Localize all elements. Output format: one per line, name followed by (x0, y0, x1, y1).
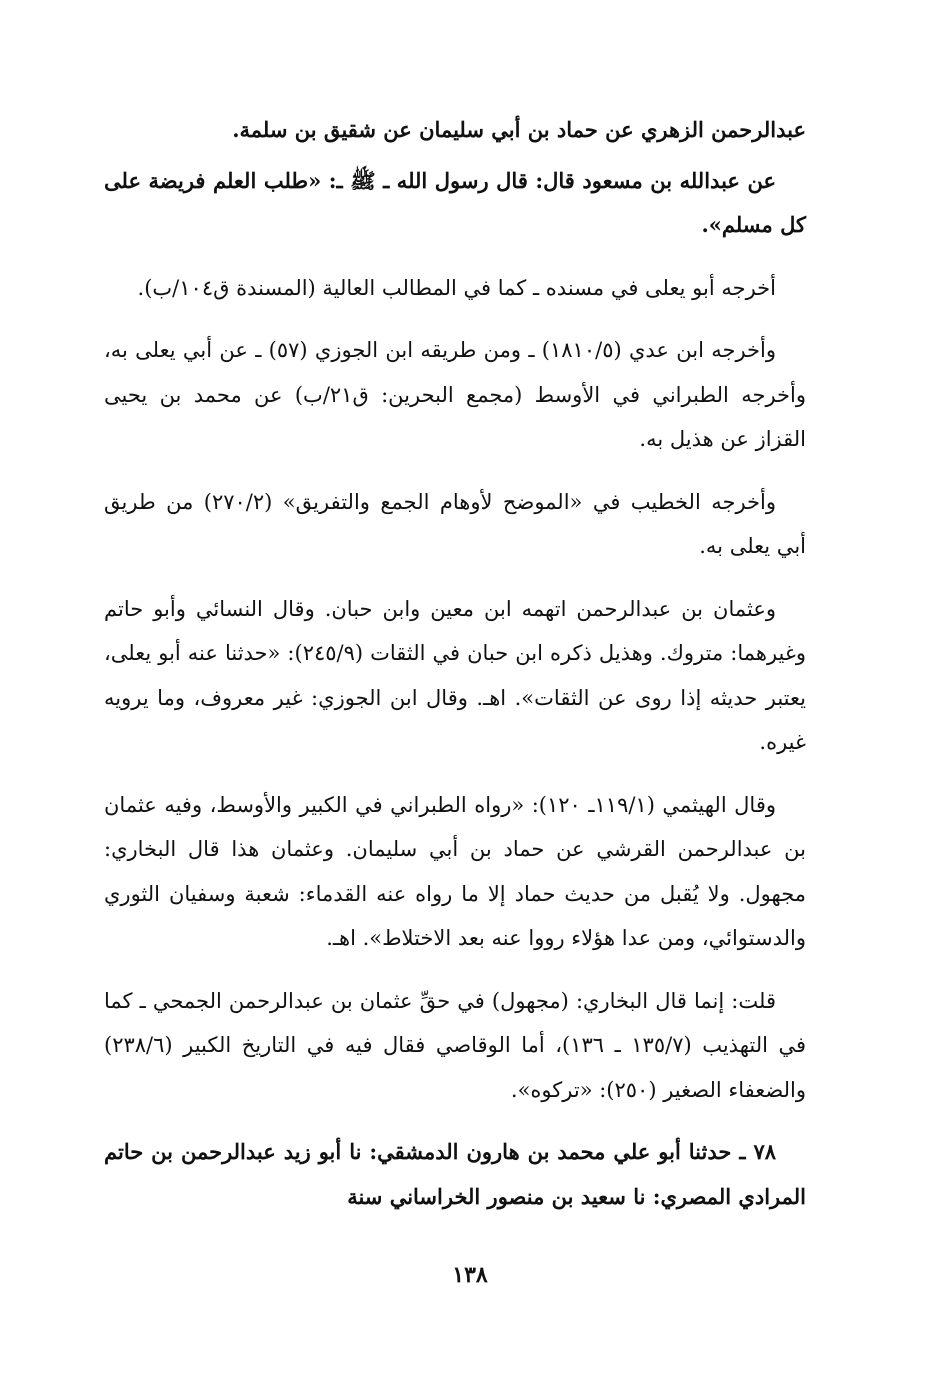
paragraph-chain-continuation: عبدالرحمن الزهري عن حماد بن أبي سليمان عن شقيق بن سلمة. (232, 117, 806, 142)
paragraph-author-comment: قلت: إنما قال البخاري: (مجهول) في حقِّ عثمان بن عبدالرحمن الجمحي ـ كما في التهذيب (١٣٥/٧ ـ ١٣٦)، أما الوقاصي فقال فيه في التاريخ الكبير (٢٣٨/٦) والضعفاء الصغير (٢٥٠): «تركوه». (104, 988, 807, 1102)
paragraph-takhrij-ibn-adi: وأخرجه ابن عدي (١٨١٠/٥) ـ ومن طريقه ابن الجوزي (٥٧) ـ عن أبي يعلى به، وأخرجه الطبراني في الأوسط (مجمع البحرين: ق٢١/ب) عن محمد بن يحيى القزاز عن هذيل به. (104, 338, 806, 451)
paragraph-hadith-text: عن عبدالله بن مسعود قال: قال رسول الله ـ ﷺ ـ: «طلب العلم فريضة على كل مسلم». (104, 167, 806, 237)
paragraph-haythami-quote: وقال الهيثمي (١١٩/١ـ ١٢٠): «رواه الطبراني في الكبير والأوسط، وفيه عثمان بن عبدالرحمن القرشي عن حماد بن أبي سليمان. وعثمان هذا قال البخاري: مجهول. ولا يُقبل من حديث حماد إلا ما رواه عنه القدماء: شعبة وسفيان الثوري والدستوائي، ومن عدا هؤلاء رووا عنه بعد الاختلاط». اهـ. (104, 792, 806, 950)
page-body (104, 108, 806, 1237)
paragraph-takhrij-abu-yala: أخرجه أبو يعلى في مسنده ـ كما في المطالب العالية (المسندة ق١٠٤/ب). (137, 275, 776, 300)
page-number: ١٣٨ (452, 1262, 488, 1288)
paragraph-narrator-criticism: وعثمان بن عبدالرحمن اتهمه ابن معين وابن حبان. وقال النسائي وأبو حاتم وغيرهما: متروك. وهذيل ذكره ابن حبان في الثقات (٢٤٥/٩): «حدثنا عنه أبو يعلى، يعتبر حديثه إذا روى عن الثقات». اهـ. وقال ابن الجوزي: غير معروف، وما يرويه غيره. (104, 596, 806, 754)
paragraph-takhrij-khatib: وأخرجه الخطيب في «الموضح لأوهام الجمع والتفريق» (٢٧٠/٢) من طريق أبي يعلى به. (104, 489, 806, 558)
paragraph-hadith-78: ٧٨ ـ حدثنا أبو علي محمد بن هارون الدمشقي: نا أبو زيد عبدالرحمن بن حاتم المرادي المصري: نا سعيد بن منصور الخراساني سنة (104, 1139, 806, 1209)
